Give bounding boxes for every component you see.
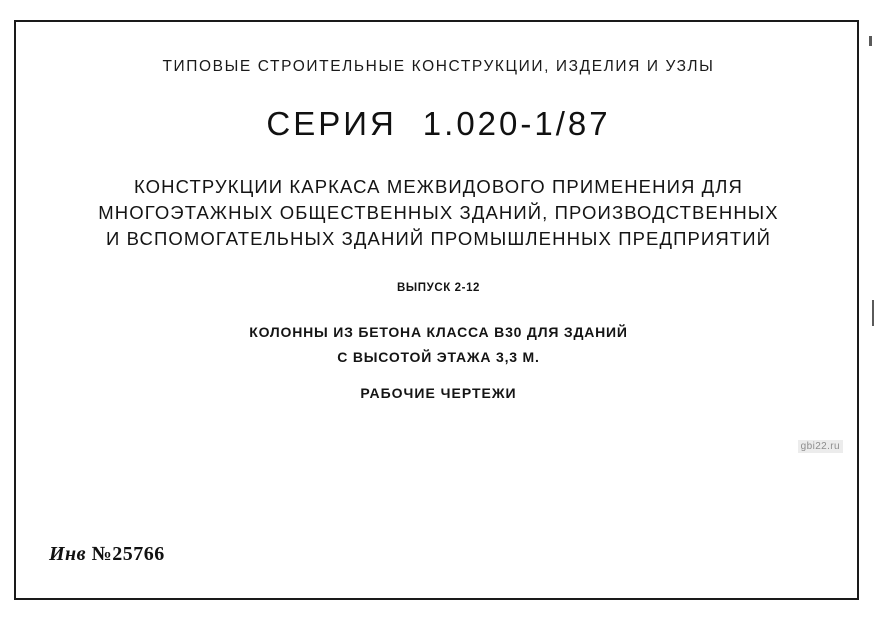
document-category-line: ТИПОВЫЕ СТРОИТЕЛЬНЫЕ КОНСТРУКЦИИ, ИЗДЕЛИЯ И УЗЛЫ bbox=[162, 58, 715, 75]
document-subject-line-2: С ВЫСОТОЙ ЭТАЖА 3,3 М. bbox=[337, 349, 540, 365]
inventory-label: Инв bbox=[49, 543, 87, 565]
scan-artifact-top-right bbox=[869, 36, 872, 46]
issue-number: ВЫПУСК 2-12 bbox=[396, 282, 481, 294]
document-title-line-2: МНОГОЭТАЖНЫХ ОБЩЕСТВЕННЫХ ЗДАНИЙ, ПРОИЗВОДСТВЕННЫХ bbox=[98, 202, 779, 223]
document-title-line-1: КОНСТРУКЦИИ КАРКАСА МЕЖВИДОВОГО ПРИМЕНЕНИЯ ДЛЯ bbox=[133, 176, 744, 197]
document-type-working-drawings: РАБОЧИЕ ЧЕРТЕЖИ bbox=[360, 385, 517, 401]
series-label: СЕРИЯ bbox=[266, 105, 397, 142]
document-title-line-3: И ВСПОМОГАТЕЛЬНЫХ ЗДАНИЙ ПРОМЫШЛЕННЫХ ПРЕДПРИЯТИЙ bbox=[106, 228, 771, 249]
document-subject bbox=[16, 320, 861, 370]
watermark-text: gbi22.ru bbox=[798, 440, 843, 453]
series-number: 1.020-1/87 bbox=[422, 105, 611, 142]
inventory-number: №25766 bbox=[91, 543, 165, 565]
inventory-stamp bbox=[49, 543, 165, 566]
series-heading bbox=[16, 105, 861, 143]
document-title bbox=[16, 174, 861, 252]
document-subject-line-1: КОЛОННЫ ИЗ БЕТОНА КЛАССА В30 ДЛЯ ЗДАНИЙ bbox=[249, 324, 628, 340]
scan-artifact-right bbox=[872, 300, 874, 326]
page-border-frame bbox=[14, 20, 859, 600]
